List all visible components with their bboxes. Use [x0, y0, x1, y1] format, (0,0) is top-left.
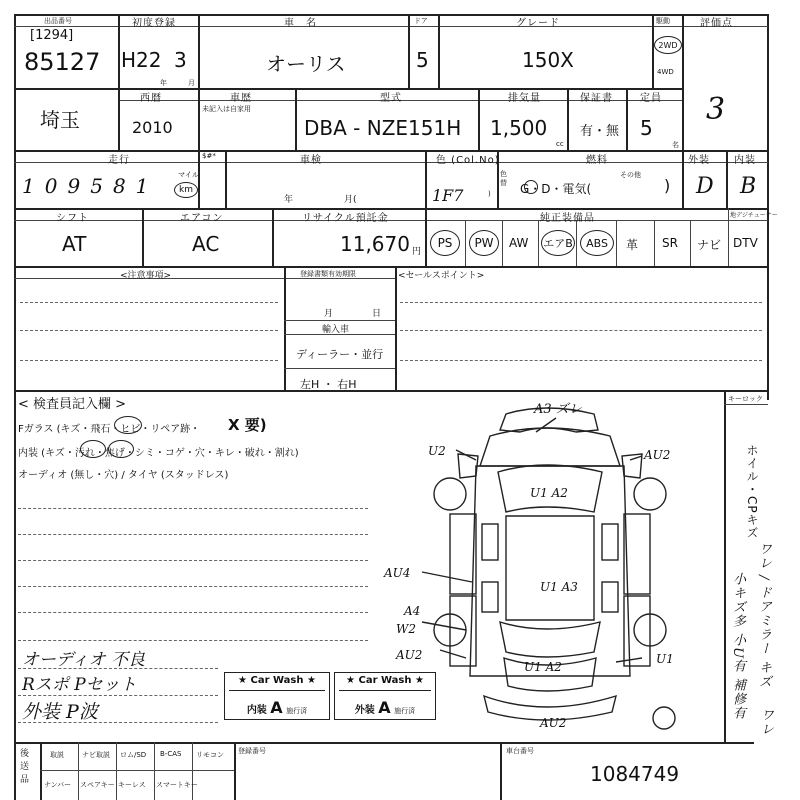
shift-label: シフト [56, 213, 89, 224]
interior-grade: B [740, 174, 757, 199]
region: 埼玉 [40, 108, 80, 132]
capacity-label: 定員 [640, 93, 662, 104]
first-reg-month: 3 [174, 48, 187, 72]
equip-leather: 革 [626, 238, 639, 252]
border-right [767, 14, 769, 400]
notes-label: <注意事項> [120, 271, 172, 281]
capacity-unit: 名 [672, 141, 679, 149]
sales-label: <セールスポイント> [398, 271, 485, 281]
item-remote: リモコン [196, 751, 224, 759]
side-hand-3: ワレ [758, 708, 773, 736]
fuel-other: その他 [620, 171, 641, 179]
fuel-g-circle [524, 180, 538, 194]
chassis-label: 車台番号 [506, 747, 534, 755]
side-hand-1: ワレ / ドアミラー キズ [756, 542, 771, 689]
inspector-line3: オーディオ (無し・穴) / タイヤ (スタッドレス) [18, 470, 229, 481]
ac-label: エアコン [180, 213, 224, 224]
stone-chip-circle [114, 416, 142, 434]
wheel-front-left [434, 478, 466, 510]
month-unit: 月 [188, 79, 195, 87]
item-keyless: キーレス [118, 781, 146, 789]
border-left [14, 14, 16, 800]
year-label: 西暦 [140, 93, 162, 104]
mileage-unit-mile: マイル [178, 171, 199, 179]
doors-label: ドア [414, 17, 428, 25]
displacement-value: 1,500 [490, 116, 548, 140]
diag-label-rear-left: AU2 [396, 648, 423, 662]
reg-no-label: 登録番号 [238, 747, 266, 755]
capacity-value: 5 [640, 116, 653, 140]
rear-window [500, 622, 600, 657]
year-value: 2010 [132, 118, 173, 137]
row3-bottom [14, 208, 768, 210]
exhibit-no-label: 出品番号 [44, 17, 72, 25]
spare-wheel [653, 707, 675, 729]
shift-value: AT [62, 232, 87, 256]
hood-front [480, 428, 620, 466]
inspector-line1: Fガラス (キズ・飛石・ヒビ・リペア跡・ [18, 424, 201, 435]
key-lock-label: キーロック [728, 395, 763, 403]
equip-ps: PS [430, 230, 460, 256]
item-plate: ナンバー [44, 781, 72, 789]
interior-label: 内装 [734, 155, 756, 166]
row5-bottom [14, 390, 768, 392]
recycle-value: 11,670 [340, 232, 410, 256]
dirt-circle [108, 440, 134, 458]
reg-expiry-label: 登録書類有効期限 [300, 270, 356, 278]
grade-value: 150X [522, 48, 574, 72]
diag-label-rear-right: U1 [656, 652, 674, 666]
recycle-label: リサイクル預託金 [302, 213, 389, 224]
handle-side: 左H ・ 右H [300, 378, 357, 391]
year-unit: 年 [160, 79, 167, 87]
diag-label-a4: A4 [404, 604, 421, 618]
exterior-label: 外装 [688, 155, 710, 166]
color-label: 色 (Col.No) [436, 155, 500, 166]
hand-note-2: Rスポ Pセット [22, 675, 137, 695]
equip-sr: SR [662, 236, 678, 250]
score-label: 評価点 [700, 18, 733, 29]
bottom-section-top [14, 742, 754, 744]
carwash-exterior-stamp: ★ Car Wash ★ 外装 A 施行済 [334, 672, 436, 720]
inspector-title: < 検査員記入欄 > [18, 397, 127, 412]
equip-pw: PW [469, 230, 499, 256]
equip-aw: AW [509, 236, 529, 250]
diag-label-left-front-door: AU4 [384, 566, 411, 580]
item-navi-manual: ナビ取説 [82, 751, 110, 759]
diag-label-right-mirror: AU2 [644, 448, 671, 462]
left-front-window [482, 524, 498, 560]
first-reg-era: H22 [121, 48, 162, 72]
fuel-label: 燃料 [586, 155, 608, 166]
diag-label-trunk: U1 A2 [524, 660, 562, 674]
score-value: 3 [706, 92, 726, 127]
grade-label: グレード [516, 18, 560, 29]
history-note: 未記入は自家用 [202, 105, 251, 113]
equip-dtv: DTV [733, 236, 758, 250]
auction-sheet: 出品番号 [1294] 85127 初度登録 H22 3 年 月 車 名 オーリス ドア 5 グレード 150X 駆動 2WD 4WD 評価点 3 埼玉 西暦 2010 車歴 未記入は自家用 型式 DBA - NZE151H 排気量 1,500 cc 保証書 有・無 定員 5 名 走行 1 0 9 5 8 1 マイル km $#* 車検 年 月( 色 (Col.No) 1F7 ) 色替 燃料 G・D・電気( その他 ) 外装 D 内装 B シフト AT エアコン AC リサイクル預託金 11,670 円 純正装備品 地デジチューナー PS PW AW エアB ABS 革 SR ナビ DTV <注意事項> 登録書類有効期限 月 日 輸入車 ディーラー・並行 左H ・ 右H <セールスポイント> < 検査員記入欄 > Fガラス (キズ・飛石・ヒビ・リペア跡・ X 要) 内装 (キズ・汚れ・焦げ・シミ・コゲ・穴・キレ・破れ・割れ) オーディオ (無し・穴) / タイヤ (スタッドレス) オーディオ 不良 Rスポ Pセット 外装 P波 ★ Car Wash ★ 内装 A 施行済 ★ Car Wash ★ 外装 A 施行済 A3 ズレ U2 AU2 U1 A2 AU4 U1 A3 A4 W2 AU2 U1 A2 U1 AU2 キーロック ホイル・CPキズ ワレ / ドアミラー キズ 小キズ多 小U有 補修有 ワレ 後送品 取説 ナビ取説 ロム/SD B-CAS リモコン ナンバー スペアキー キーレス スマートキー 登録番号 車台番号 1084749 [0, 0, 800, 800]
drive-4wd: 4WD [657, 68, 674, 76]
hand-note-3: 外装 P波 [22, 701, 98, 723]
drive-label: 駆動 [656, 17, 670, 25]
warranty-value: 有・無 [580, 124, 620, 139]
diag-label-front: A3 ズレ [534, 402, 582, 417]
diag-label-left-mirror: U2 [428, 444, 446, 458]
chassis-number: 1084749 [590, 762, 680, 786]
side-printed-text: ホイル・CPキズ [745, 444, 759, 540]
inspector-line1-mark: X 要) [228, 416, 267, 434]
item-bcas: B-CAS [160, 750, 182, 758]
color-change-label: 色替 [500, 170, 507, 187]
model-value: DBA - NZE151H [304, 116, 462, 140]
border-top [14, 14, 768, 16]
ac-value: AC [192, 232, 220, 256]
inspection-label: 車検 [300, 155, 322, 166]
scratch-circle [80, 440, 106, 458]
equipment-label: 純正装備品 [540, 213, 595, 224]
first-reg-label: 初度登録 [132, 18, 176, 29]
left-rear-window [482, 582, 498, 612]
hand-note-1: オーディオ 不良 [22, 650, 146, 670]
left-mirror [458, 454, 478, 478]
mileage-unit-km: km [174, 182, 198, 198]
lot-bracket: [1294] [30, 28, 74, 43]
right-front-window [602, 524, 618, 560]
cc-unit: cc [556, 140, 564, 148]
item-smart-key: スマートキー [156, 781, 198, 789]
equip-navi: ナビ [697, 238, 722, 252]
tuner-label: 地デジチューナー [730, 212, 778, 219]
exterior-grade: D [696, 174, 714, 199]
doors-value: 5 [416, 48, 429, 72]
inspection-year: 年 [284, 195, 294, 205]
item-manual: 取説 [50, 751, 64, 759]
history-label: 車歴 [230, 93, 252, 104]
recycle-unit: 円 [412, 247, 422, 257]
diag-label-rear-bumper: AU2 [540, 716, 567, 730]
equip-abs: ABS [580, 230, 614, 256]
roof [506, 516, 594, 620]
car-name-label: 車 名 [284, 18, 317, 29]
import-label: 輸入車 [322, 325, 350, 335]
color-code: 1F7 [432, 186, 464, 205]
carwash-interior-stamp: ★ Car Wash ★ 内装 A 施行済 [224, 672, 330, 720]
mileage-digits: 1 0 9 5 8 1 [22, 174, 149, 198]
diag-label-hood: U1 A2 [530, 486, 568, 500]
car-name: オーリス [266, 52, 346, 76]
fuel-options: G・D・電気( [520, 182, 592, 196]
warranty-label: 保証書 [580, 93, 613, 104]
mileage-label: 走行 [108, 155, 130, 166]
wheel-front-right [634, 478, 666, 510]
dollar-label: $#* [202, 152, 216, 160]
reg-day: 日 [372, 309, 382, 319]
inspector-line2: 内装 (キズ・汚れ・焦げ・シミ・コゲ・穴・キレ・破れ・割れ) [18, 448, 299, 459]
inspection-month: 月( [344, 195, 357, 205]
reg-month: 月 [324, 309, 334, 319]
lot-number: 85127 [24, 48, 101, 76]
diag-label-w2: W2 [396, 622, 416, 636]
drive-2wd-circled: 2WD [654, 36, 682, 54]
model-label: 型式 [380, 93, 402, 104]
item-spare-key: スペアキー [80, 781, 115, 789]
item-rom-sd: ロム/SD [120, 751, 147, 759]
diag-label-roof: U1 A3 [540, 580, 578, 594]
displacement-label: 排気量 [508, 93, 541, 104]
right-rear-window [602, 582, 618, 612]
equip-airbag: エアB [541, 230, 575, 256]
collect-label: 後送品 [20, 749, 30, 785]
side-hand-2: 小キズ多 小U有 補修有 [730, 572, 745, 721]
import-dealer: ディーラー・並行 [296, 348, 384, 361]
